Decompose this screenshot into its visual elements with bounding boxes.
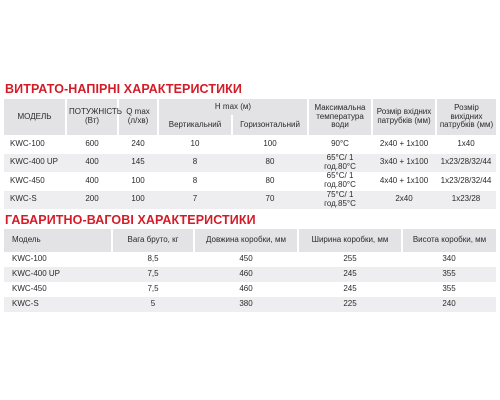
cell-inlet: 2х40 <box>372 191 436 210</box>
cell-inlet: 3х40 + 1х100 <box>372 154 436 173</box>
table-row <box>4 154 496 173</box>
cell-vertical: 10 <box>158 135 232 154</box>
cell-outlet: 1х23/28/32/44 <box>436 154 496 173</box>
cell-model: KWC-S <box>4 297 112 312</box>
cell-height: 240 <box>402 297 496 312</box>
cell-power: 600 <box>66 135 118 154</box>
cell-horizontal: 80 <box>232 154 308 173</box>
cell-width: 245 <box>298 267 402 282</box>
dimensions-weight-table <box>4 229 496 312</box>
cell-height: 340 <box>402 252 496 267</box>
header-max-temp: Максимальна температура води <box>308 99 372 135</box>
cell-outlet: 1х23/28/32/44 <box>436 172 496 191</box>
header-inlet-size: Розмір вхідних патрубків (мм) <box>372 99 436 135</box>
cell-model: KWC-100 <box>4 135 66 154</box>
header-model: МОДЕЛЬ <box>4 99 66 135</box>
cell-temp: 65°С/ 1 год.80°С <box>308 172 372 191</box>
cell-power: 400 <box>66 154 118 173</box>
cell-model: KWC-400 UP <box>4 154 66 173</box>
cell-vertical: 8 <box>158 172 232 191</box>
header-hmax: H max (м) <box>158 99 308 115</box>
table-row <box>4 135 496 154</box>
cell-weight: 7,5 <box>112 267 194 282</box>
cell-model: KWC-450 <box>4 172 66 191</box>
cell-model: KWC-400 UP <box>4 267 112 282</box>
cell-weight: 8,5 <box>112 252 194 267</box>
hydraulic-specs-table <box>4 99 496 209</box>
cell-vertical: 7 <box>158 191 232 210</box>
cell-height: 355 <box>402 282 496 297</box>
cell-outlet: 1х40 <box>436 135 496 154</box>
header-width: Ширина коробки, мм <box>298 229 402 252</box>
cell-weight: 5 <box>112 297 194 312</box>
table-row <box>4 191 496 210</box>
cell-horizontal: 80 <box>232 172 308 191</box>
cell-weight: 7,5 <box>112 282 194 297</box>
cell-width: 225 <box>298 297 402 312</box>
header-height: Висота коробки, мм <box>402 229 496 252</box>
cell-height: 355 <box>402 267 496 282</box>
header-horizontal: Горизонтальний <box>232 115 308 135</box>
header-vertical: Вертикальний <box>158 115 232 135</box>
cell-model: KWC-S <box>4 191 66 210</box>
header-model: Модель <box>4 229 112 252</box>
cell-length: 450 <box>194 252 298 267</box>
table-row <box>4 267 496 282</box>
cell-power: 400 <box>66 172 118 191</box>
cell-inlet: 2х40 + 1х100 <box>372 135 436 154</box>
cell-vertical: 8 <box>158 154 232 173</box>
cell-qmax: 240 <box>118 135 158 154</box>
cell-length: 380 <box>194 297 298 312</box>
cell-qmax: 100 <box>118 191 158 210</box>
header-qmax: Q max (л/хв) <box>118 99 158 135</box>
header-outlet-size: Розмір вихідних патрубків (мм) <box>436 99 496 135</box>
section2-title: ГАБАРИТНО-ВАГОВІ ХАРАКТЕРИСТИКИ <box>5 213 256 227</box>
header-power: ПОТУЖНІСТЬ (Вт) <box>66 99 118 135</box>
cell-outlet: 1х23/28 <box>436 191 496 210</box>
cell-temp: 75°С/ 1 год.85°С <box>308 191 372 210</box>
cell-width: 245 <box>298 282 402 297</box>
cell-model: KWC-450 <box>4 282 112 297</box>
header-length: Довжина коробки, мм <box>194 229 298 252</box>
section1-title: ВИТРАТО-НАПІРНІ ХАРАКТЕРИСТИКИ <box>5 82 242 96</box>
cell-inlet: 4х40 + 1х100 <box>372 172 436 191</box>
cell-power: 200 <box>66 191 118 210</box>
cell-horizontal: 70 <box>232 191 308 210</box>
cell-qmax: 145 <box>118 154 158 173</box>
table-row <box>4 282 496 297</box>
table-row <box>4 297 496 312</box>
table-row <box>4 252 496 267</box>
cell-model: KWC-100 <box>4 252 112 267</box>
header-weight: Вага бруто, кг <box>112 229 194 252</box>
cell-qmax: 100 <box>118 172 158 191</box>
cell-length: 460 <box>194 282 298 297</box>
cell-temp: 65°С/ 1 год.80°С <box>308 154 372 173</box>
cell-horizontal: 100 <box>232 135 308 154</box>
cell-temp: 90°С <box>308 135 372 154</box>
table-row <box>4 172 496 191</box>
cell-width: 255 <box>298 252 402 267</box>
cell-length: 460 <box>194 267 298 282</box>
